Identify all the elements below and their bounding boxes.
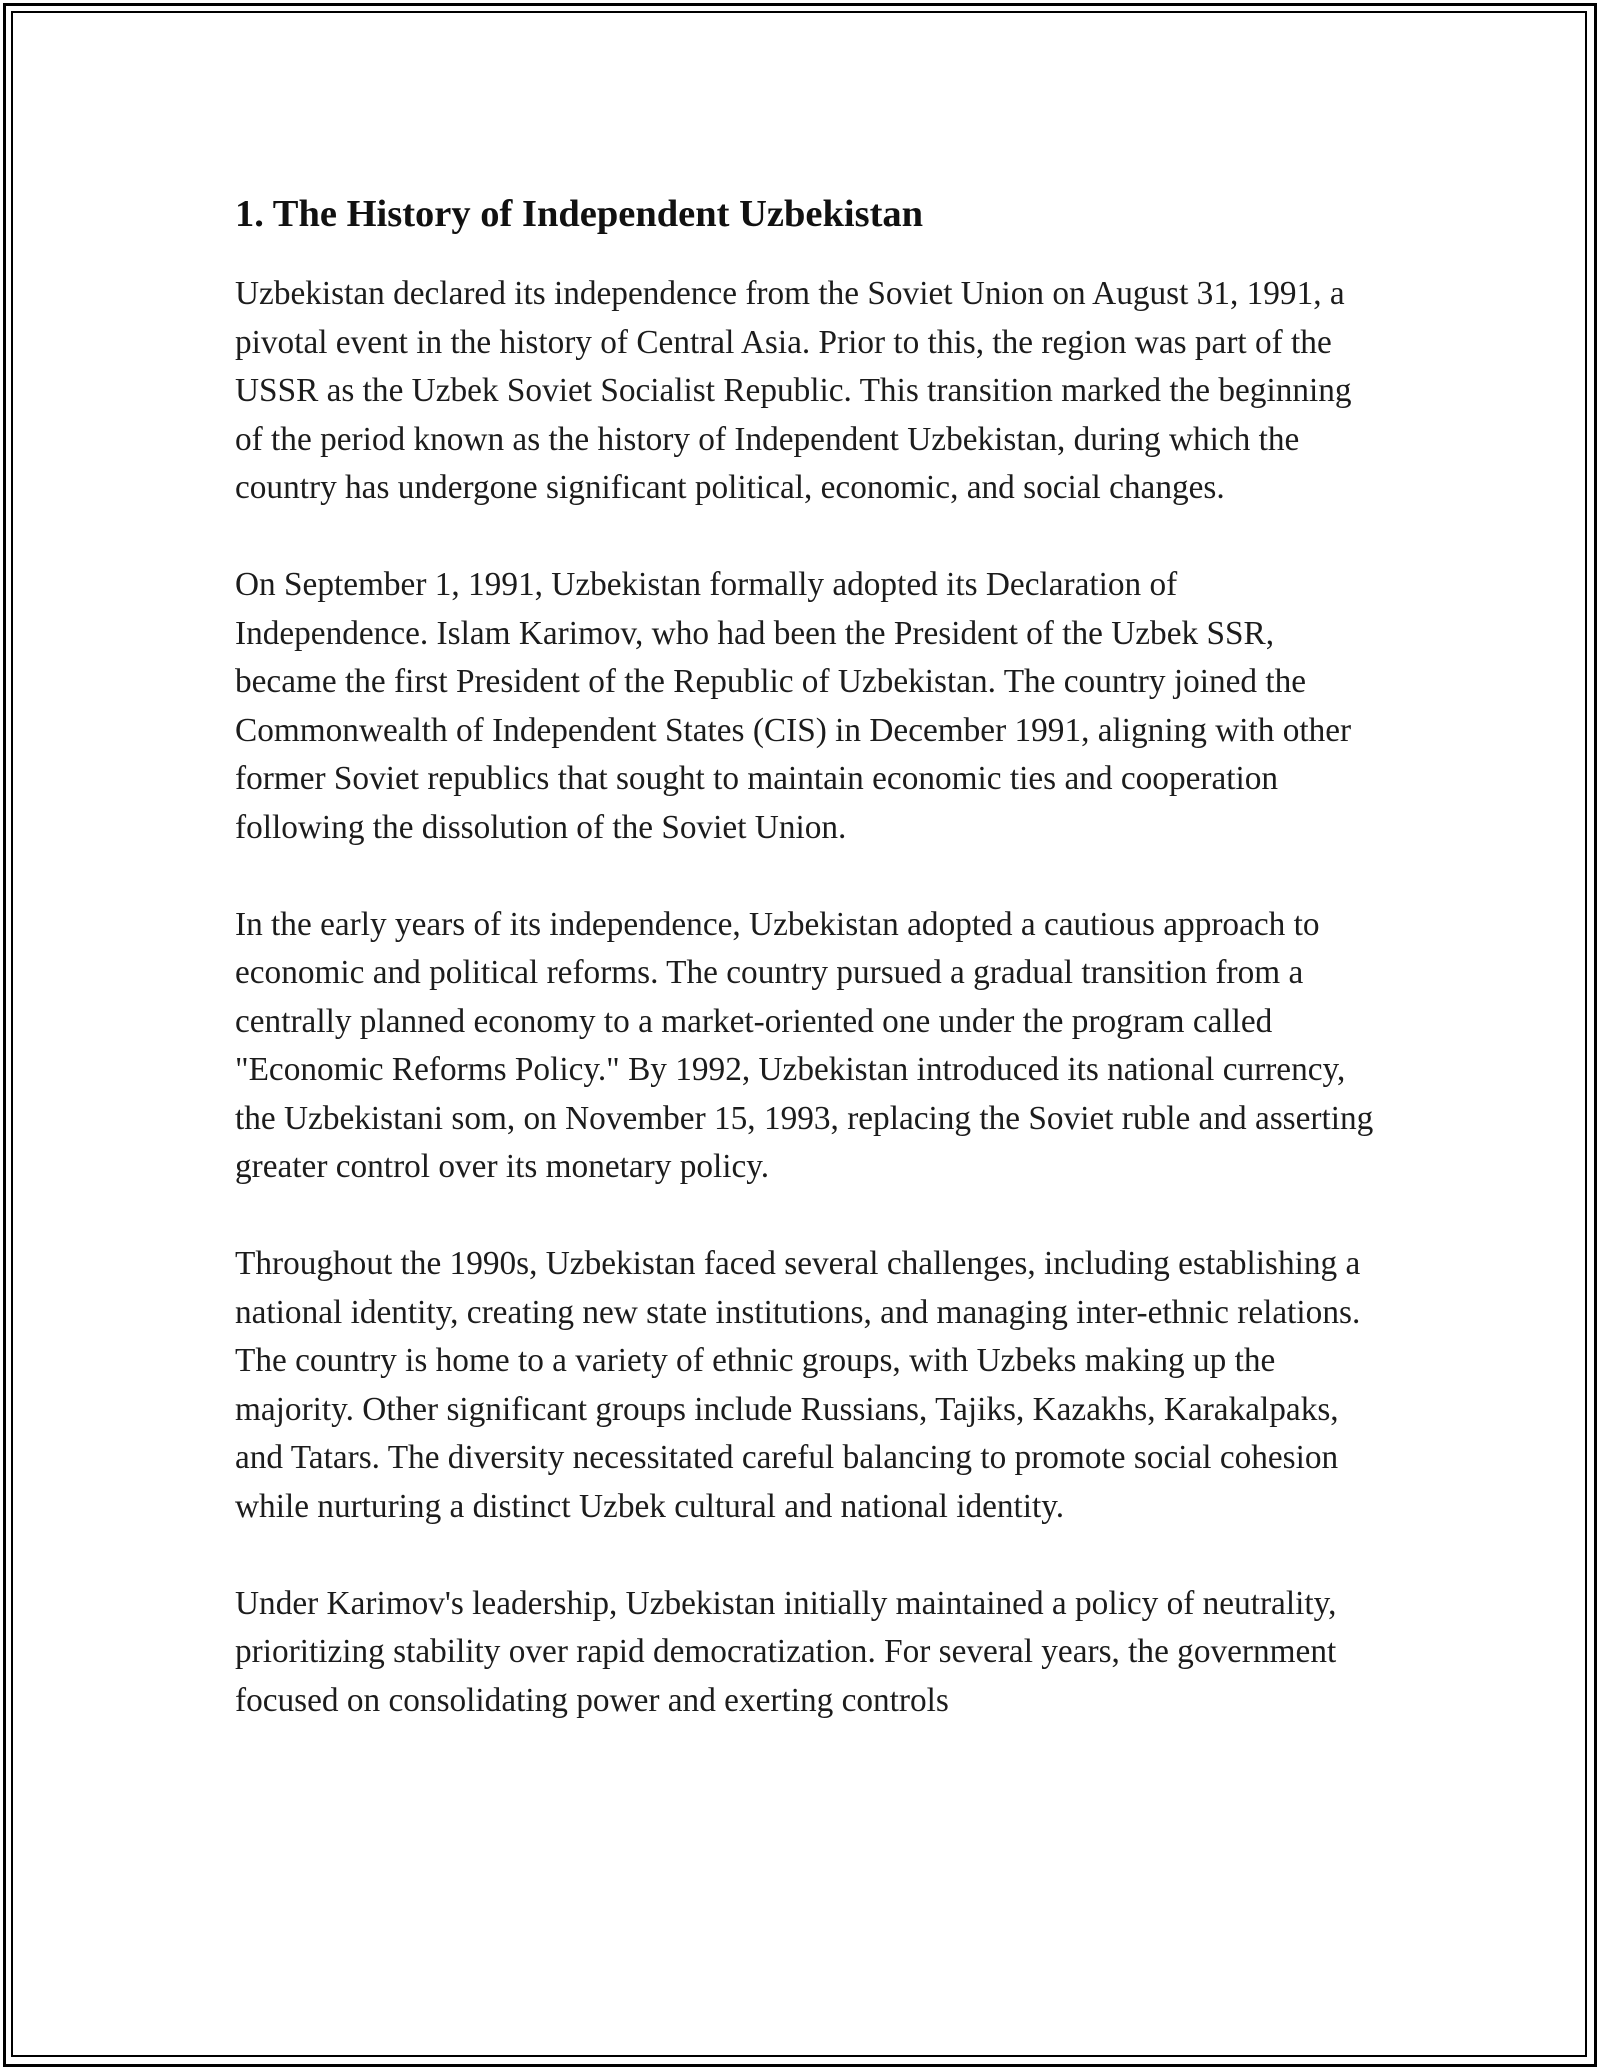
section-heading: 1. The History of Independent Uzbekistan xyxy=(235,193,924,235)
paragraph-karimov-leadership: Under Karimov's leadership, Uzbekistan initially maintained a policy of neutrality, prioritizing stability over rapid democratization. For several years, the government focused on consolidating power and exerting controls xyxy=(235,1584,1337,1719)
paragraph-national-identity: Throughout the 1990s, Uzbekistan faced several challenges, including establishing a national identity, creating new state institutions, and managing inter-ethnic relations. The country is home to a variety of ethnic groups, with Uzbeks making up the majority. Other significant groups include Russians, Tajiks, Kazakhs, Karakalpaks, and Tatars. The diversity necessitated careful balancing to promote social cohesion while nurturing a distinct Uzbek cultural and national identity. xyxy=(235,1245,1361,1525)
paragraph-independence-declaration: Uzbekistan declared its independence from the Soviet Union on August 31, 1991, a pivotal event in the history of Central Asia. Prior to this, the region was part of the USSR as the Uzbek Soviet Socialist Republic. This transition marked the beginning of the period known as the history of Independent Uzbekistan, during which the country has undergone significant political, economic, and social changes. xyxy=(235,275,1352,506)
paragraph-economic-reforms: In the early years of its independence, Uzbekistan adopted a cautious approach to economic and political reforms. The country pursued a gradual transition from a centrally planned economy to a market-oriented one under the program called "Economic Reforms Policy." By 1992, Uzbekistan introduced its national currency, the Uzbekistani som, on November 15, 1993, replacing the Soviet ruble and asserting greater control over its monetary policy. xyxy=(235,905,1374,1185)
paragraph-declaration-adoption: On September 1, 1991, Uzbekistan formally adopted its Declaration of Independence. Islam Karimov, who had been the President of the Uzbek SSR, became the first President of the Republic of Uzbekistan. The country joined the Commonwealth of Independent States (CIS) in December 1991, aligning with other former Soviet republics that sought to maintain economic ties and cooperation following the dissolution of the Soviet Union. xyxy=(235,566,1352,846)
document-body xyxy=(235,186,1375,1774)
